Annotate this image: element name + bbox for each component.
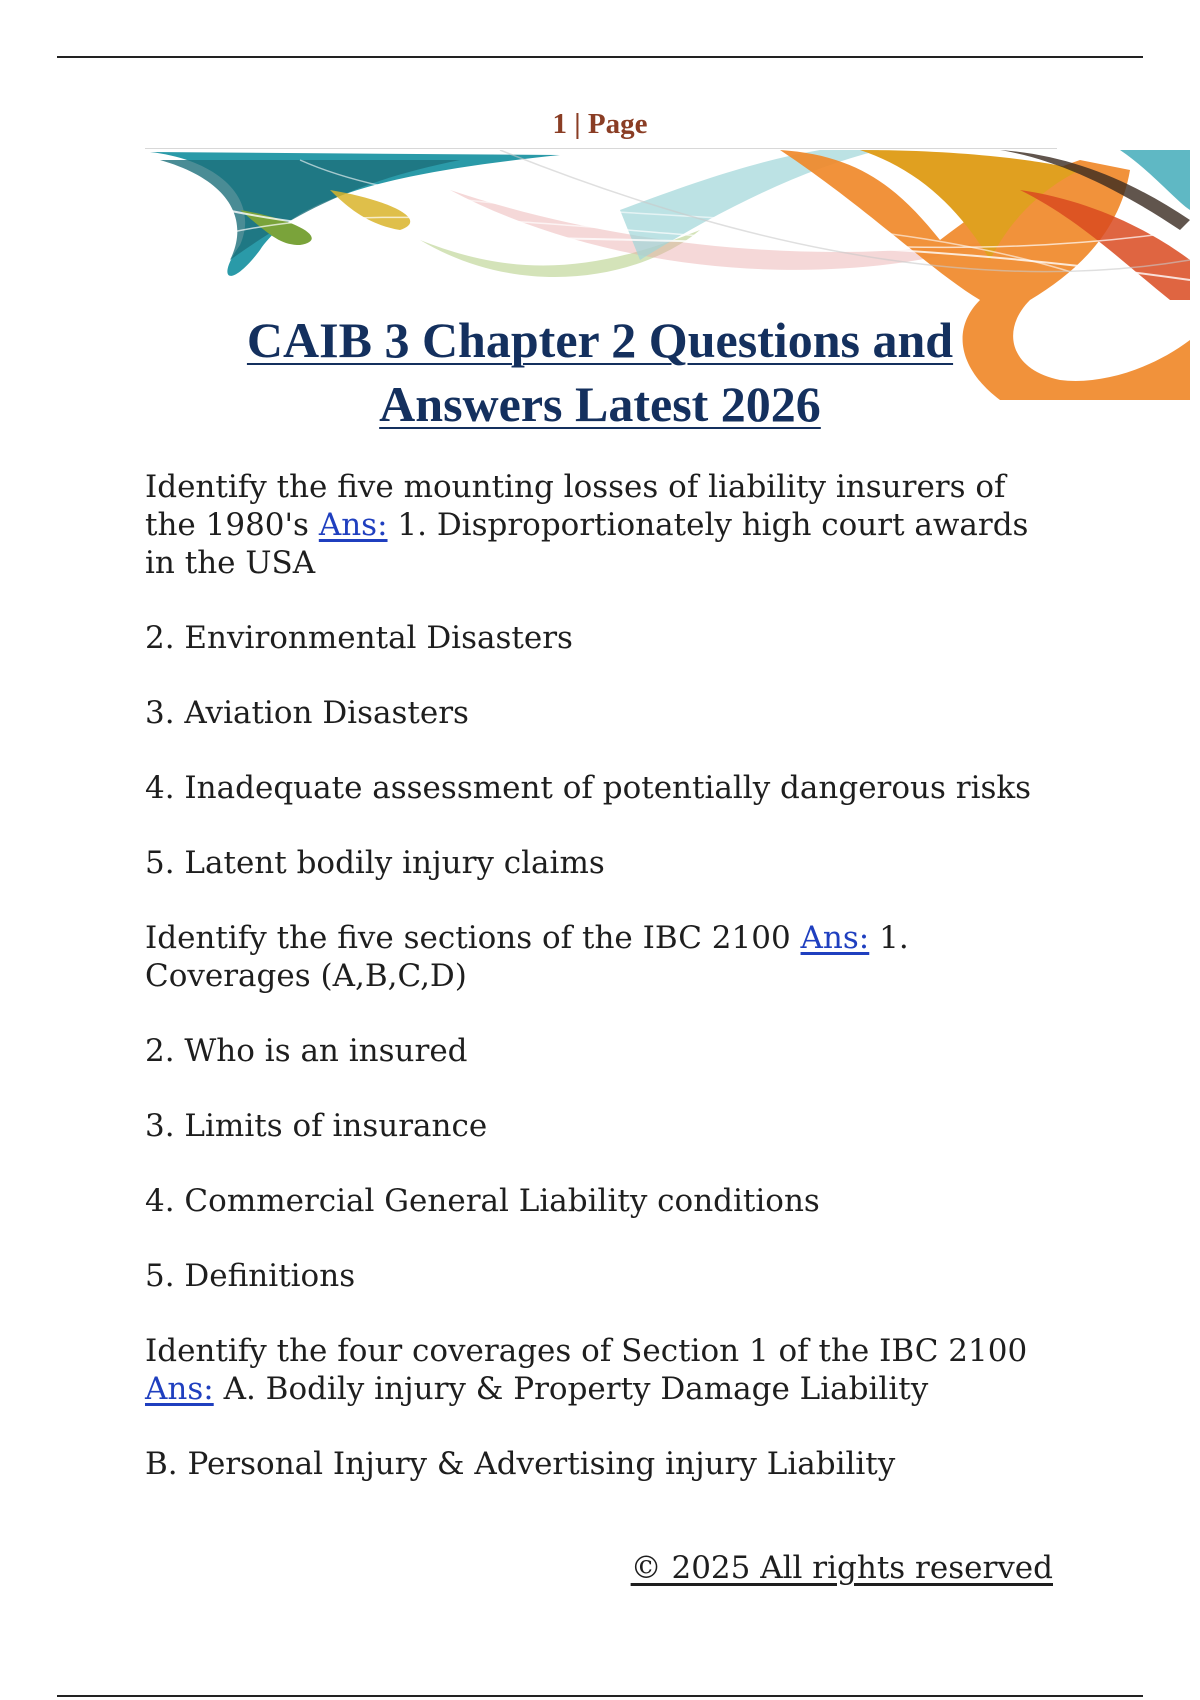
answer-item: 3. Aviation Disasters [145,695,469,731]
copyright-footer: © 2025 All rights reserved [630,1550,1053,1586]
ans-link[interactable]: Ans: [318,507,388,543]
qa-question-2 [145,919,1065,995]
answer-item: 2. Who is an insured [145,1033,468,1069]
question-text: Identify the five sections of the IBC 2100 [145,920,791,956]
answer-item: 5. Latent bodily injury claims [145,845,605,881]
ans-link[interactable]: Ans: [145,1371,214,1407]
top-rule [57,56,1143,58]
title-line-2: Answers Latest 2026 [379,376,821,432]
qa-content [145,468,1065,1520]
title-line-1: CAIB 3 Chapter 2 Questions and [246,312,954,368]
ans-link[interactable]: Ans: [800,920,870,956]
page-number-rule [145,148,1057,149]
answer-item: 3. Limits of insurance [145,1108,488,1144]
answer-first-line: 1. Disproportionately high court awards in the USA [145,507,1029,581]
qa-question-1 [145,468,1065,582]
answer-first-line: 1. Coverages (A,B,C,D) [145,920,909,994]
banner-swoosh-yellow [330,190,410,230]
question-text: Identify the four coverages of Section 1 of the IBC 2100 [145,1333,1028,1369]
bottom-rule [57,1695,1143,1697]
answer-item: 4. Commercial General Liability conditions [145,1183,820,1219]
answer-first-line: A. Bodily injury & Property Damage Liability [223,1371,929,1407]
answer-item: 5. Definitions [145,1258,356,1294]
qa-question-3 [145,1332,1065,1408]
answer-item: 2. Environmental Disasters [145,620,573,656]
question-text: Identify the five mounting losses of liability insurers of the 1980's [145,469,1006,543]
document-title [100,308,1100,436]
answer-item: B. Personal Injury & Advertising injury Liability [145,1446,896,1482]
page-number: 1 | Page [552,108,648,140]
answer-item: 4. Inadequate assessment of potentially dangerous risks [145,770,1032,806]
